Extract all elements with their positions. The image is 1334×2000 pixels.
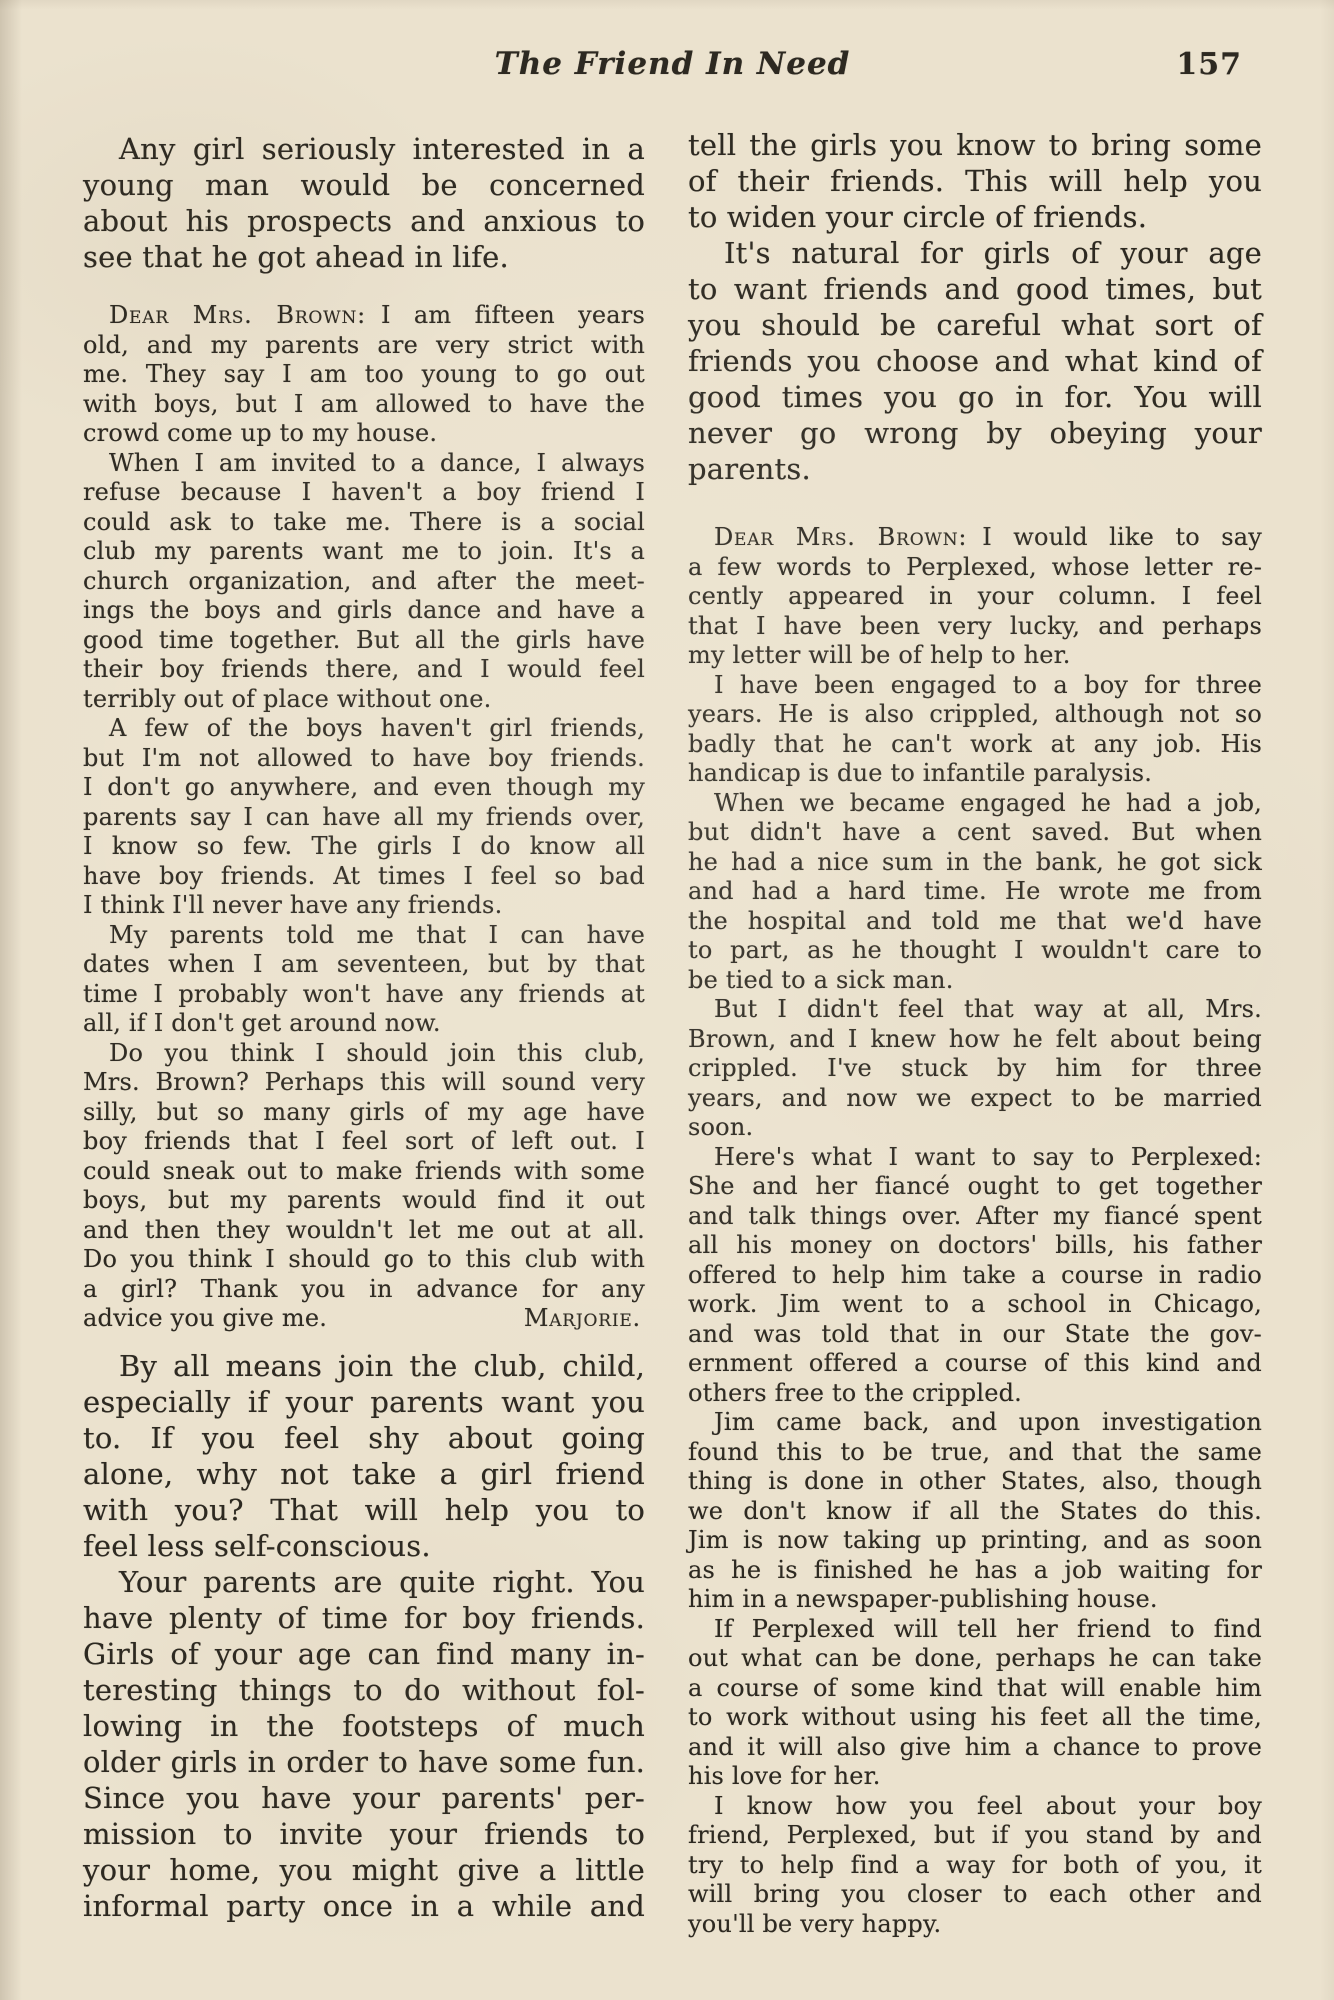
text-line: to want friends and good times, but bbox=[688, 272, 1262, 306]
text-line: we don't know if all the States do this. bbox=[688, 1496, 1262, 1525]
paragraph bbox=[83, 1039, 645, 1334]
text-line: to widen your circle of friends. bbox=[688, 200, 1148, 234]
text-line: old, and my parents are very strict with bbox=[83, 330, 645, 359]
text-line: but I'm not allowed to have boy friends. bbox=[83, 743, 645, 772]
text-line: ernment offered a course of this kind and bbox=[688, 1349, 1262, 1377]
text-line: parents say I can have all my friends over, bbox=[83, 802, 645, 831]
text-line: Do you think I should join this club, bbox=[109, 1038, 645, 1067]
text-line: to. If you feel shy about going bbox=[83, 1420, 645, 1455]
text-line: I know how you feel about your boy bbox=[714, 1791, 1262, 1820]
paragraph bbox=[83, 449, 645, 715]
text-line: boys, but my parents would find it out bbox=[83, 1186, 645, 1214]
text-line: thing is done in other States, also, though bbox=[688, 1467, 1262, 1495]
text-line: a course of some kind that will enable him bbox=[688, 1673, 1262, 1702]
paragraph bbox=[83, 1348, 645, 1564]
paragraph bbox=[83, 1564, 645, 1924]
text-line: But I didn't feel that way at all, Mrs. bbox=[714, 995, 1262, 1023]
text-line: others free to the crippled. bbox=[688, 1378, 1023, 1407]
text-line: he had a nice sum in the bank, he got sick bbox=[688, 847, 1262, 876]
text-line: silly, but so many girls of my age have bbox=[83, 1097, 645, 1126]
text-line: dates when I am seventeen, but by that bbox=[83, 950, 645, 978]
text-line: especially if your parents want you bbox=[83, 1384, 645, 1419]
text-line: I don't go anywhere, and even though my bbox=[83, 773, 645, 801]
text-line: but didn't have a cent saved. But when bbox=[688, 818, 1262, 846]
paragraph bbox=[688, 671, 1262, 789]
text-line: older girls in order to have some fun. bbox=[83, 1744, 645, 1779]
paragraph bbox=[688, 235, 1262, 487]
paragraph bbox=[83, 131, 645, 275]
page-number: 157 bbox=[1176, 47, 1242, 82]
text-line: about his prospects and anxious to bbox=[83, 204, 645, 238]
text-line: and had a hard time. He wrote me from bbox=[688, 877, 1262, 905]
text-line: years. He is also crippled, although not so bbox=[688, 700, 1262, 728]
text-line: It's natural for girls of your age bbox=[724, 236, 1262, 270]
text-line: handicap is due to infantile paralysis. bbox=[688, 759, 1153, 787]
text-line: and was told that in our State the gov- bbox=[688, 1319, 1262, 1348]
paragraph bbox=[83, 714, 645, 921]
text-line: I have been engaged to a boy for three bbox=[714, 670, 1262, 699]
text-line: see that he got ahead in life. bbox=[83, 240, 509, 274]
text-line: have plenty of time for boy friends. bbox=[83, 1600, 645, 1635]
text-line: offered to help him take a course in radio bbox=[688, 1260, 1262, 1289]
text-line: parents. bbox=[688, 452, 811, 486]
text-line: I think I'll never have any friends. bbox=[83, 891, 503, 919]
paragraph bbox=[83, 921, 645, 1039]
text-line: My parents told me that I can have bbox=[109, 920, 645, 949]
salutation: Dear Mrs. Brown: bbox=[714, 523, 968, 551]
text-line: If Perplexed will tell her friend to find bbox=[714, 1614, 1262, 1643]
paragraph bbox=[688, 127, 1262, 235]
text-line: never go wrong by obeying your bbox=[688, 416, 1262, 450]
text-line: a girl? Thank you in advance for any bbox=[83, 1274, 645, 1303]
text-line: lowing in the footsteps of much bbox=[83, 1708, 645, 1743]
text-line: his love for her. bbox=[688, 1762, 881, 1790]
text-line: could sneak out to make friends with some bbox=[83, 1156, 645, 1185]
paragraph bbox=[688, 1143, 1262, 1409]
text-line: club my parents want me to join. It's a bbox=[83, 537, 645, 565]
text-line: my letter will be of help to her. bbox=[688, 641, 1071, 669]
salutation: Dear Mrs. Brown: bbox=[109, 301, 367, 329]
text-line: found this to be true, and that the same bbox=[688, 1437, 1262, 1466]
paragraph bbox=[688, 1792, 1262, 1940]
text-line: friend, Perplexed, but if you stand by and bbox=[688, 1821, 1262, 1849]
column-right bbox=[688, 127, 1262, 1939]
text-line: mission to invite your friends to bbox=[83, 1816, 645, 1851]
text-line: terribly out of place without one. bbox=[83, 684, 492, 713]
text-line: ings the boys and girls dance and have a bbox=[83, 596, 645, 624]
text-line: Dear Mrs. Brown: I am fifteen years bbox=[109, 301, 646, 329]
text-line: him in a newspaper-publishing house. bbox=[688, 1585, 1158, 1613]
text-line: Mrs. Brown? Perhaps this will sound very bbox=[83, 1068, 645, 1096]
text-line: out what can be done, perhaps he can take bbox=[688, 1644, 1262, 1672]
text-line: good time together. But all the girls have bbox=[83, 625, 645, 654]
text-line: Brown, and I knew how he felt about being bbox=[688, 1024, 1262, 1053]
text-block bbox=[83, 46, 1262, 1939]
text-line: that I have been very lucky, and perhaps bbox=[688, 611, 1262, 640]
text-line: time I probably won't have any friends at bbox=[83, 979, 645, 1008]
text-line: By all means join the club, child, bbox=[119, 1348, 645, 1383]
text-line: and it will also give him a chance to prove bbox=[688, 1732, 1262, 1761]
text-line: you'll be very happy. bbox=[688, 1909, 942, 1938]
text-line: of their friends. This will help you bbox=[688, 164, 1262, 198]
text-line: friends you choose and what kind of bbox=[688, 344, 1262, 378]
two-column-layout bbox=[83, 127, 1262, 1939]
text-line: Any girl seriously interested in a bbox=[119, 132, 645, 166]
text-line: alone, why not take a girl friend bbox=[83, 1456, 645, 1491]
text-line: years, and now we expect to be married bbox=[688, 1083, 1262, 1112]
text-line bbox=[83, 1304, 645, 1334]
text-line: Girls of your age can find many in- bbox=[83, 1636, 645, 1671]
text-line: to part, as he thought I wouldn't care to bbox=[688, 936, 1262, 964]
text-line: young man would be concerned bbox=[83, 168, 645, 202]
text-line: I know so few. The girls I do know all bbox=[83, 832, 645, 860]
text-line: Jim is now taking up printing, and as soon bbox=[688, 1526, 1262, 1554]
text-line: could ask to take me. There is a social bbox=[83, 507, 645, 536]
text-line: boy friends that I feel sort of left out. I bbox=[83, 1127, 645, 1155]
text-line: When I am invited to a dance, I always bbox=[109, 448, 645, 477]
text-line: good times you go in for. You will bbox=[688, 380, 1262, 414]
text-line: church organization, and after the meet- bbox=[83, 566, 645, 595]
signature: Marjorie. bbox=[523, 1304, 641, 1332]
text-line: your home, you might give a little bbox=[83, 1852, 645, 1887]
text-line: with you? That will help you to bbox=[83, 1492, 645, 1527]
text-line: will bring you closer to each other and bbox=[688, 1880, 1262, 1908]
text-line: Dear Mrs. Brown: I would like to say bbox=[714, 523, 1262, 551]
text-line: Since you have your parents' per- bbox=[83, 1780, 645, 1815]
text-line: with boys, but I am allowed to have the bbox=[83, 389, 645, 418]
paragraph bbox=[688, 995, 1262, 1143]
text-line: me. They say I am too young to go out bbox=[83, 360, 645, 388]
text-line: have boy friends. At times I feel so bad bbox=[83, 861, 645, 890]
text-line: their boy friends there, and I would feel bbox=[83, 655, 645, 683]
text-line: Here's what I want to say to Perplexed: bbox=[714, 1142, 1262, 1171]
text-line: Your parents are quite right. You bbox=[119, 1564, 645, 1599]
text-line: to work without using his feet all the time, bbox=[688, 1703, 1262, 1731]
text-line: A few of the boys haven't girl friends, bbox=[109, 714, 645, 742]
text-line: a few words to Perplexed, whose letter re- bbox=[688, 552, 1262, 581]
text-line: the hospital and told me that we'd have bbox=[688, 906, 1262, 935]
text-line: feel less self-conscious. bbox=[83, 1528, 431, 1563]
text-line: all, if I don't get around now. bbox=[83, 1009, 441, 1037]
text-line: as he is finished he has a job waiting for bbox=[688, 1555, 1262, 1584]
text-line: teresting things to do without fol- bbox=[83, 1672, 645, 1707]
text-line: cently appeared in your column. I feel bbox=[688, 582, 1262, 610]
text-line: and then they wouldn't let me out at all. bbox=[83, 1215, 645, 1244]
text-line: you should be careful what sort of bbox=[688, 308, 1262, 342]
running-title: The Friend In Need bbox=[494, 46, 851, 82]
text-line: soon. bbox=[688, 1113, 754, 1141]
column-left bbox=[83, 127, 645, 1939]
text-line: try to help find a way for both of you, it bbox=[688, 1850, 1262, 1879]
text-line: work. Jim went to a school in Chicago, bbox=[688, 1290, 1262, 1318]
paragraph bbox=[688, 523, 1262, 671]
text-line: crippled. I've stuck by him for three bbox=[688, 1054, 1262, 1082]
signoff-text: advice you give me. bbox=[83, 1304, 328, 1332]
text-line: Jim came back, and upon investigation bbox=[714, 1408, 1262, 1436]
text-line: be tied to a sick man. bbox=[688, 965, 954, 994]
text-line: She and her fiancé ought to get together bbox=[688, 1172, 1262, 1200]
text-line: and talk things over. After my fiancé spent bbox=[688, 1201, 1262, 1230]
text-line: refuse because I haven't a boy friend I bbox=[83, 478, 645, 506]
page-header bbox=[83, 46, 1262, 90]
text-line: When we became engaged he had a job, bbox=[714, 788, 1262, 817]
paragraph bbox=[83, 301, 645, 449]
text-line: all his money on doctors' bills, his father bbox=[688, 1231, 1262, 1259]
text-line: tell the girls you know to bring some bbox=[688, 128, 1262, 162]
text-line: badly that he can't work at any job. His bbox=[688, 729, 1262, 758]
text-line: crowd come up to my house. bbox=[83, 419, 438, 447]
paragraph bbox=[688, 1615, 1262, 1792]
text-line: Do you think I should go to this club with bbox=[83, 1245, 645, 1273]
paragraph bbox=[688, 789, 1262, 996]
paragraph bbox=[688, 1408, 1262, 1615]
text-line: informal party once in a while and bbox=[83, 1888, 645, 1923]
